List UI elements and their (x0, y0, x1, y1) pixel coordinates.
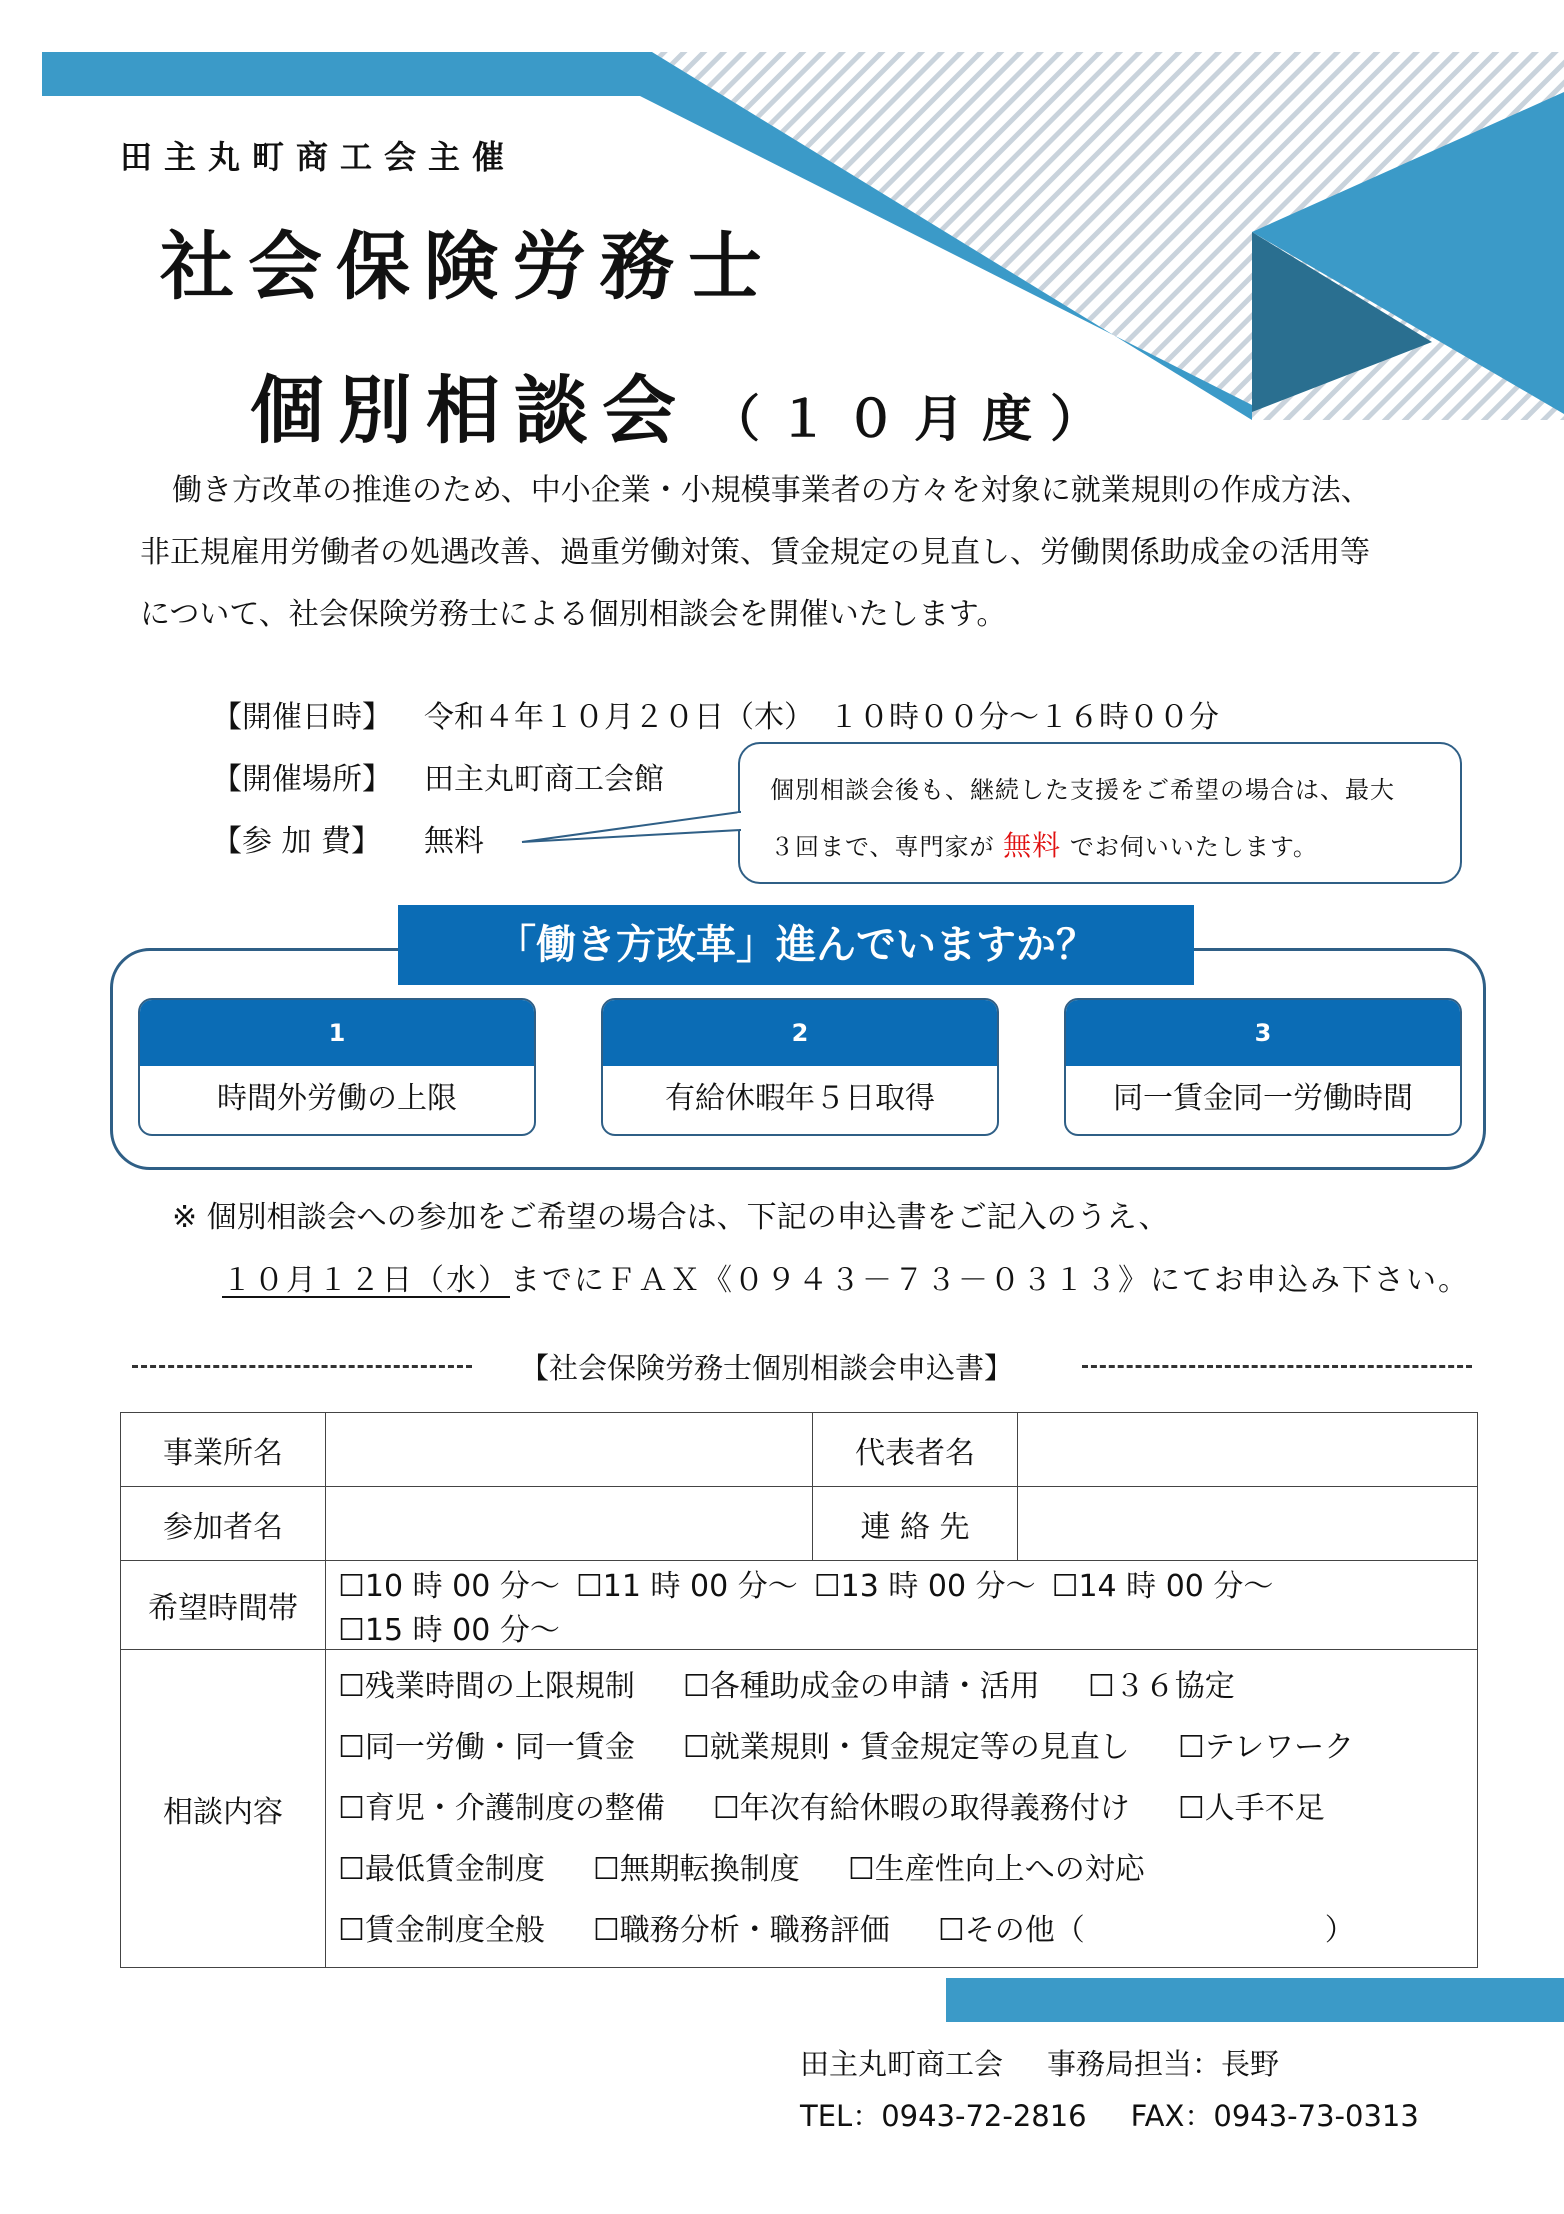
footer-tel: TEL：0943-72-2816 (800, 2099, 1087, 2133)
time-label: 希望時間帯 (121, 1561, 326, 1650)
info-place (212, 754, 664, 798)
card-number: 2 (603, 1000, 997, 1066)
topic-checkbox[interactable]: ☐最低賃金制度 (338, 1852, 545, 1887)
bubble-text (770, 762, 1450, 875)
form-title: 【社会保険労務士個別相談会申込書】 (520, 1351, 1014, 1385)
application-note: ※ 個別相談会への参加をご希望の場合は、下記の申込書をご記入のうえ、 (172, 1200, 1169, 1235)
intro-line: について、社会保険労務士による個別相談会を開催いたします。 (140, 597, 1007, 632)
deadline-rest: までにＦＡＸ《０９４３－７３－０３１３》にてお申込み下さい。 (510, 1263, 1470, 1298)
contact-field[interactable] (1018, 1487, 1478, 1561)
topic-checkbox[interactable]: ☐各種助成金の申請・活用 (682, 1669, 1040, 1704)
card-label: 時間外労働の上限 (217, 1081, 457, 1116)
subtitle-month: （１０月度） (710, 390, 1118, 448)
info-date-value: 令和４年１０月２０日（木） １０時００分～１６時００分 (424, 700, 1219, 735)
contact-label: 連 絡 先 (813, 1487, 1018, 1561)
time-options (326, 1561, 1478, 1650)
card-label: 同一賃金同一労働時間 (1113, 1081, 1413, 1116)
topic-checkbox[interactable]: ☐３６協定 (1087, 1669, 1235, 1704)
topic-row (338, 1778, 1465, 1839)
info-date-label: 【開催日時】 (212, 700, 392, 735)
info-date (212, 692, 1219, 736)
topic-checkbox[interactable]: ☐就業規則・賃金規定等の見直し (682, 1730, 1130, 1765)
topic-checkbox[interactable]: ☐年次有給休暇の取得義務付け (712, 1791, 1130, 1826)
info-place-label: 【開催場所】 (212, 762, 392, 797)
rep-label: 代表者名 (813, 1413, 1018, 1487)
footer-phone-line (800, 2094, 1419, 2135)
office-label: 事業所名 (121, 1413, 326, 1487)
page-subtitle (250, 352, 1118, 458)
intro-paragraph (140, 460, 1460, 646)
free-highlight: 無料 (1003, 829, 1062, 862)
card-label: 有給休暇年５日取得 (665, 1081, 935, 1116)
topic-checkbox[interactable]: ☐人手不足 (1177, 1791, 1325, 1826)
time-checkbox[interactable]: ☐15 時 00 分～ (338, 1613, 560, 1648)
time-checkbox[interactable]: ☐13 時 00 分～ (813, 1569, 1036, 1604)
topic-checkbox[interactable]: ☐テレワーク (1177, 1730, 1355, 1765)
intro-line: 働き方改革の推進のため、中小企業・小規模事業者の方々を対象に就業規則の作成方法、 (172, 473, 1371, 508)
rep-field[interactable] (1018, 1413, 1478, 1487)
topic-checkbox[interactable]: ☐賃金制度全般 (338, 1913, 545, 1948)
footer-bar (946, 1978, 1564, 2022)
page-title: 社会保険労務士 (160, 224, 776, 310)
participant-field[interactable] (326, 1487, 813, 1561)
topic-checkbox[interactable]: ☐職務分析・職務評価 (592, 1913, 890, 1948)
time-checkbox[interactable]: ☐14 時 00 分～ (1051, 1569, 1274, 1604)
info-place-value: 田主丸町商工会館 (424, 762, 664, 797)
footer-contact-person: 事務局担当：長野 (1047, 2047, 1280, 2081)
footer-org: 田主丸町商工会 (800, 2047, 1004, 2081)
info-fee-value: 無料 (424, 824, 484, 859)
topic-options (326, 1650, 1478, 1968)
reform-card-2 (601, 998, 999, 1136)
reform-header: 「働き方改革」進んでいますか？ (398, 905, 1194, 985)
divider-left (132, 1365, 472, 1368)
participant-label: 参加者名 (121, 1487, 326, 1561)
reform-card-3 (1064, 998, 1462, 1136)
topic-checkbox[interactable]: ☐同一労働・同一賃金 (338, 1730, 635, 1765)
topic-label: 相談内容 (121, 1650, 326, 1968)
deadline-date: １０月１２日（水） (222, 1263, 510, 1298)
time-checkbox[interactable]: ☐10 時 00 分～ (338, 1569, 560, 1604)
topic-row (338, 1717, 1465, 1778)
organizer-text: 田主丸町商工会主催 (120, 138, 517, 176)
time-checkbox[interactable]: ☐11 時 00 分～ (575, 1569, 798, 1604)
intro-line: 非正規雇用労働者の処遇改善、過重労働対策、賃金規定の見直し、労働関係助成金の活用等 (140, 535, 1370, 570)
bubble-line: 個別相談会後も、継続した支援をご希望の場合は、最大 (770, 776, 1395, 804)
topic-row (338, 1839, 1465, 1900)
topic-checkbox[interactable]: ☐残業時間の上限規制 (338, 1669, 635, 1704)
bubble-line2-pre: ３回まで、専門家が (770, 833, 995, 861)
bubble-line (770, 818, 1450, 875)
bubble-line2-post: でお伺いいたします。 (1069, 833, 1318, 861)
footer-org-line (800, 2042, 1279, 2083)
info-fee-label: 【参 加 費】 (212, 824, 382, 859)
card-number: 1 (140, 1000, 534, 1066)
footer-fax: FAX：0943-73-0313 (1130, 2099, 1419, 2133)
divider-right (1082, 1365, 1472, 1368)
topic-checkbox[interactable]: ☐育児・介護制度の整備 (338, 1791, 665, 1826)
topic-row (338, 1900, 1465, 1961)
reform-card-1 (138, 998, 536, 1136)
card-number: 3 (1066, 1000, 1460, 1066)
office-field[interactable] (326, 1413, 813, 1487)
subtitle-text: 個別相談会 (250, 368, 690, 454)
topic-checkbox[interactable]: ☐無期転換制度 (592, 1852, 800, 1887)
topic-checkbox[interactable]: ☐生産性向上への対応 (847, 1852, 1145, 1887)
application-form (120, 1412, 1478, 1968)
topic-row (338, 1656, 1465, 1717)
application-deadline (222, 1255, 1470, 1299)
topic-checkbox[interactable]: ☐その他（ ） (937, 1913, 1355, 1948)
info-fee (212, 816, 484, 860)
